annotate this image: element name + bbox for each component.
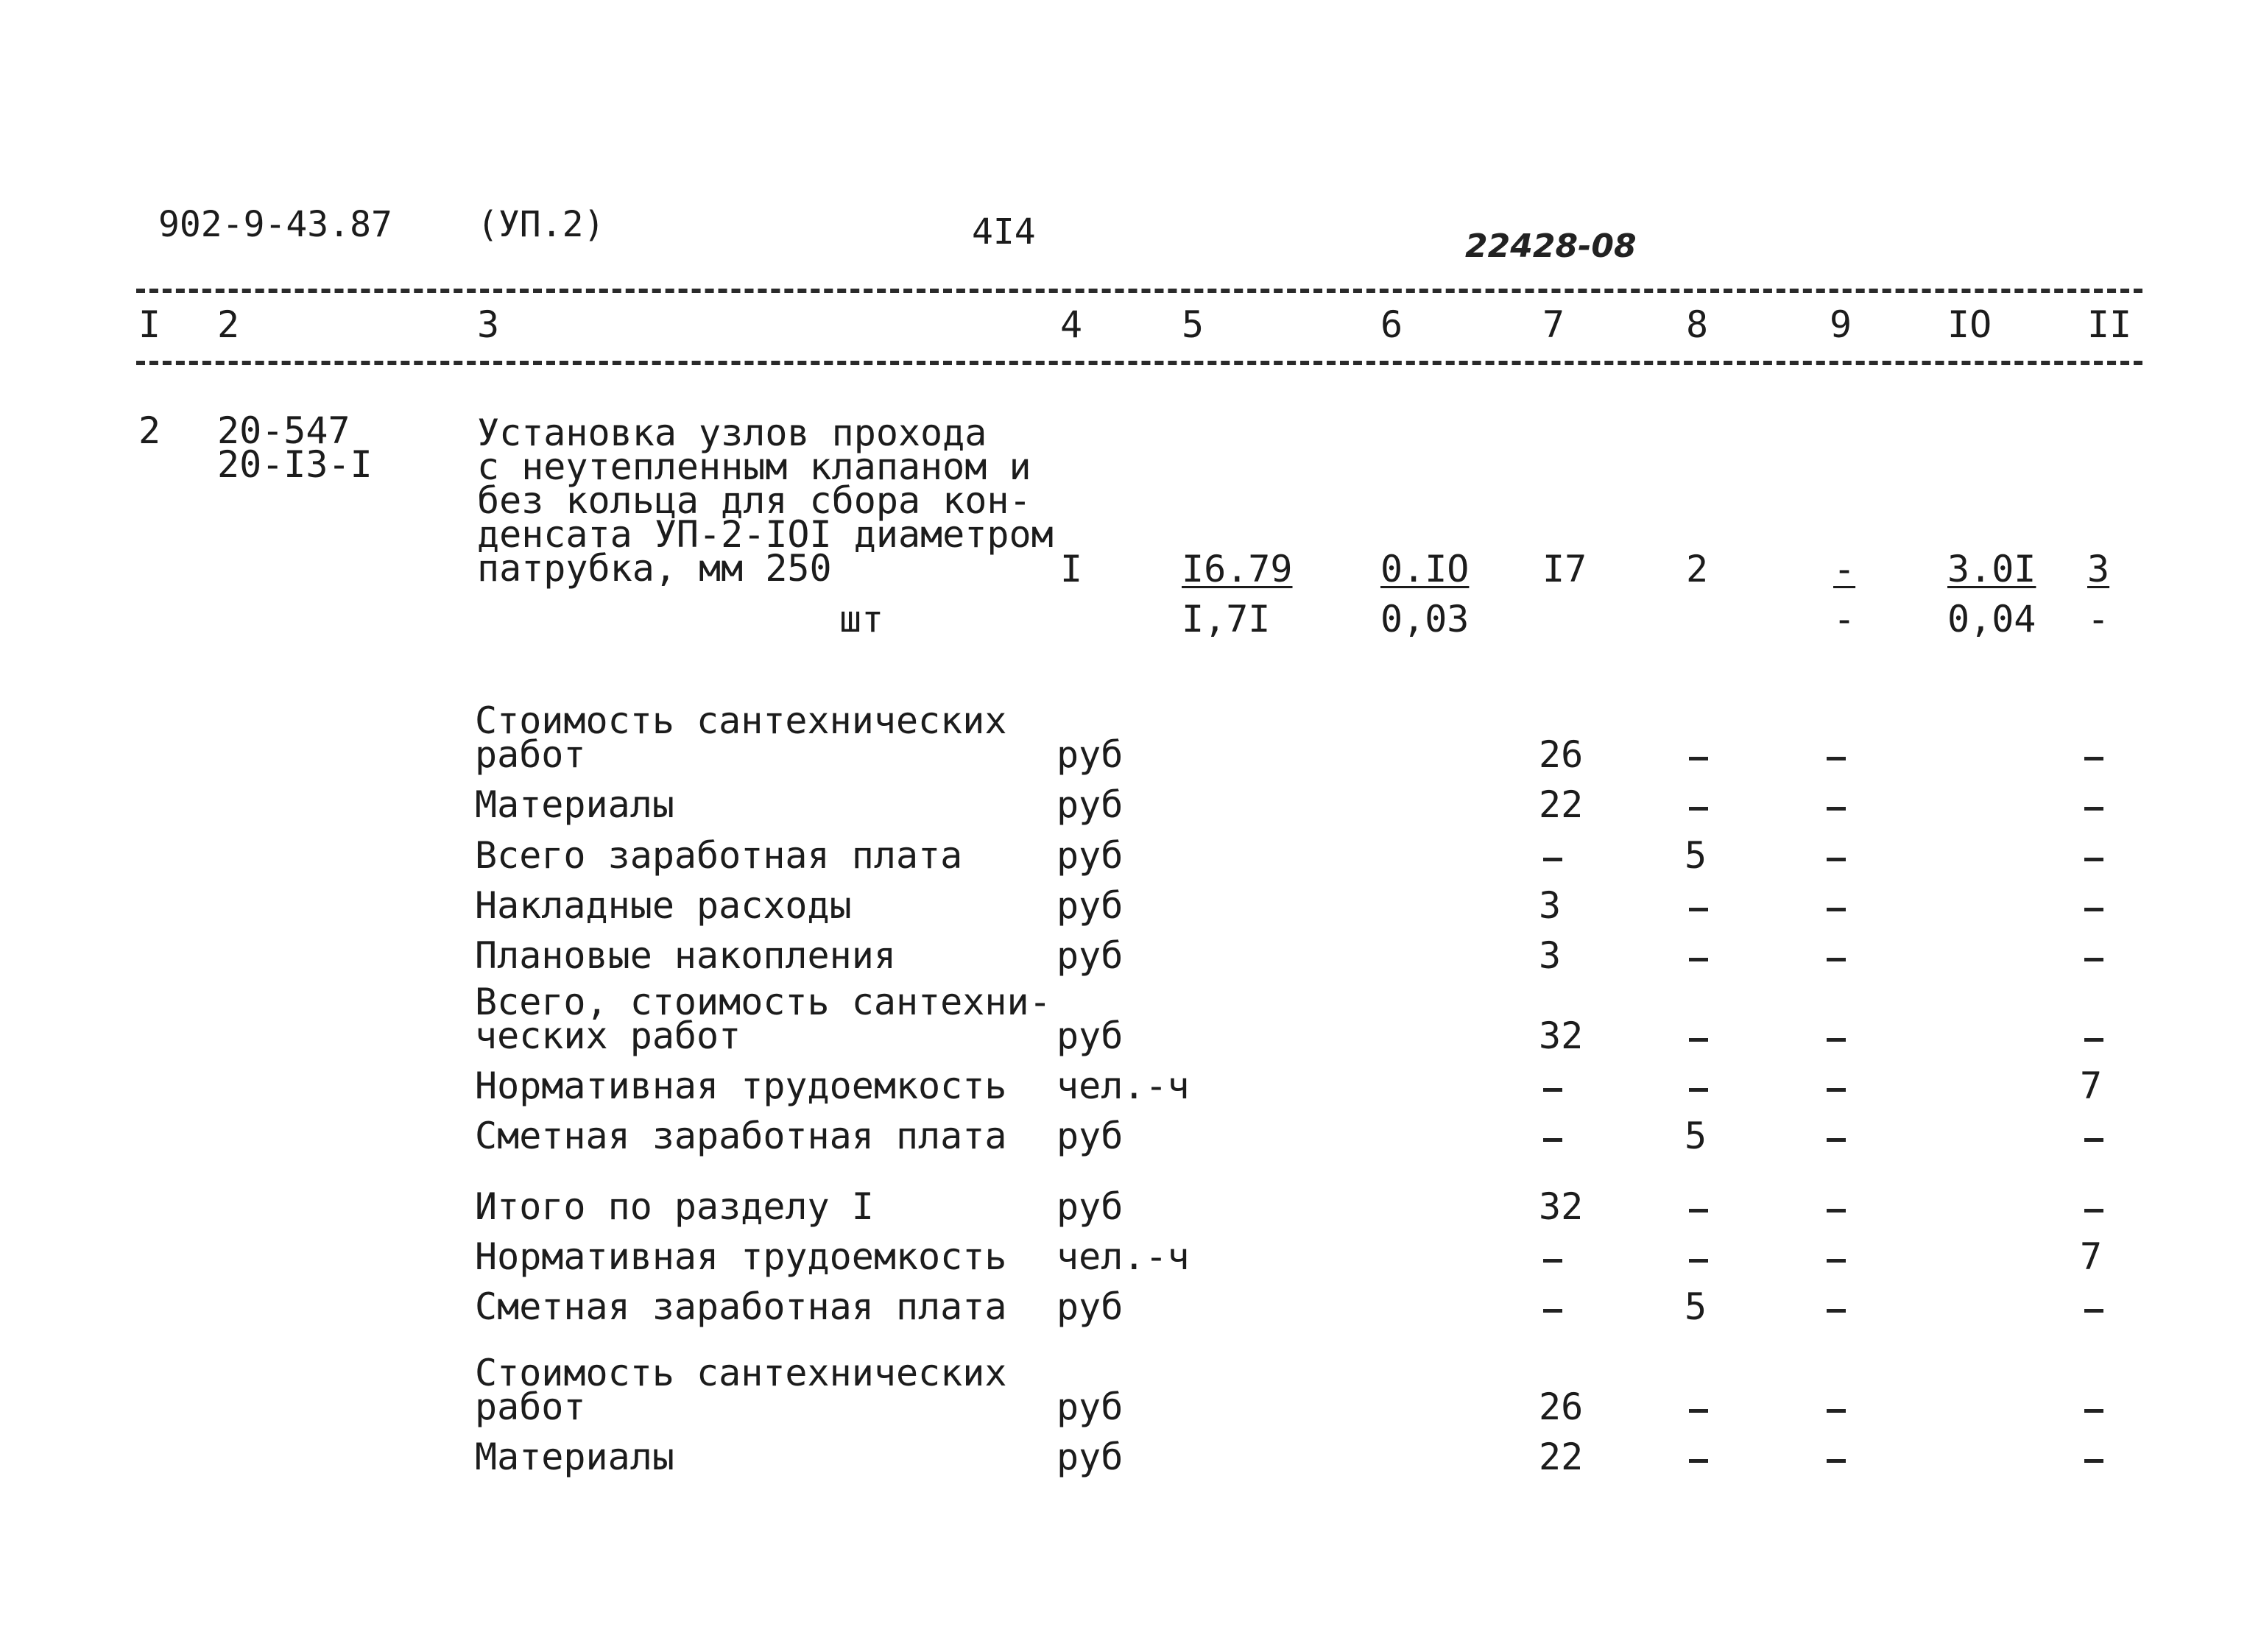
summary-row-col7: [1543, 1259, 1562, 1263]
summary-row-label: Сметная заработная плата: [475, 1285, 1007, 1328]
summary-row-label: Всего, стоимость сантехни-: [475, 981, 1051, 1023]
entry-col9-top: -: [1833, 548, 1856, 590]
summary-row-col11: 7: [2080, 1235, 2103, 1278]
summary-row-col7: 22: [1539, 783, 1584, 826]
summary-row-label: работ: [475, 733, 586, 776]
summary-row-col11: 7: [2080, 1065, 2103, 1107]
entry-col5-wage: I,7I: [1182, 598, 1271, 640]
entry-col7-value: I7: [1542, 548, 1587, 590]
summary-row-unit: руб: [1057, 1185, 1124, 1228]
summary-row-col11: [2084, 858, 2103, 861]
entry-description-line-1: Установка узлов прохода: [477, 412, 987, 454]
summary-row-col9: [1827, 757, 1846, 760]
entry-col11-top: 3: [2087, 548, 2110, 590]
column-number-5: 5: [1182, 303, 1204, 346]
summary-row-col8: [1689, 1409, 1708, 1413]
summary-row-col7: [1543, 1309, 1562, 1313]
entry-description-line-5: патрубка, мм 250: [477, 547, 832, 590]
summary-row-label: ческих работ: [475, 1014, 741, 1057]
summary-row-col9: [1827, 1038, 1846, 1042]
summary-row-col7: 3: [1539, 934, 1562, 977]
summary-row-unit: руб: [1057, 733, 1124, 776]
summary-row-col11: [2084, 1038, 2103, 1042]
summary-row-col8: [1689, 807, 1708, 811]
summary-row-col11: [2084, 958, 2103, 961]
summary-row-col11: [2084, 1209, 2103, 1212]
summary-row-col9: [1827, 1088, 1846, 1092]
summary-row-col8: [1689, 1259, 1708, 1263]
summary-row-col11: [2084, 1459, 2103, 1463]
entry-number: 2: [138, 409, 161, 452]
summary-row-col8: [1689, 1459, 1708, 1463]
album-reference: (УП.2): [477, 204, 605, 245]
summary-row-col11: [2084, 1409, 2103, 1413]
header-bottom-rule: [136, 361, 2142, 365]
summary-row-label: Стоимость сантехнических: [475, 699, 1007, 742]
entry-col6-wage: 0,03: [1380, 598, 1470, 640]
summary-row-label: Стоимость сантехнических: [475, 1352, 1007, 1394]
summary-row-col9: [1827, 1259, 1846, 1263]
summary-row-col8: 5: [1685, 834, 1707, 877]
summary-row-col7: 26: [1539, 733, 1584, 776]
summary-row-unit: руб: [1057, 934, 1124, 977]
summary-row-unit: руб: [1057, 1115, 1124, 1157]
summary-row-unit: чел.-ч: [1057, 1065, 1190, 1107]
summary-row-unit: руб: [1057, 1285, 1124, 1328]
entry-col6-total: 0.IO: [1380, 548, 1470, 590]
entry-col9-bottom: -: [1833, 598, 1856, 640]
summary-row-col8: [1689, 958, 1708, 961]
summary-row-col7: 26: [1539, 1386, 1584, 1428]
summary-row-col9: [1827, 1309, 1846, 1313]
column-number-6: 6: [1380, 303, 1403, 346]
summary-row-col8: [1689, 908, 1708, 911]
summary-row-label: Нормативная трудоемкость: [475, 1235, 1007, 1278]
summary-row-col9: [1827, 1209, 1846, 1212]
summary-row-unit: руб: [1057, 1436, 1124, 1478]
summary-row-col8: [1689, 1038, 1708, 1042]
entry-code-primary: 20-547: [217, 409, 350, 452]
summary-row-col8: 5: [1685, 1285, 1707, 1328]
summary-row-col7: [1543, 858, 1562, 861]
entry-col8-value: 2: [1686, 548, 1709, 590]
summary-row-col8: [1689, 1088, 1708, 1092]
table-top-rule: [136, 289, 2142, 293]
column-number-7: 7: [1542, 303, 1565, 346]
summary-row-col7: [1543, 1138, 1562, 1142]
summary-row-col7: 22: [1539, 1436, 1584, 1478]
summary-row-col11: [2084, 1138, 2103, 1142]
summary-row-col11: [2084, 757, 2103, 760]
summary-row-col11: [2084, 807, 2103, 811]
entry-col5-total: I6.79: [1182, 548, 1293, 590]
page-number: 4I4: [972, 211, 1036, 253]
summary-row-unit: чел.-ч: [1057, 1235, 1190, 1278]
summary-row-label: работ: [475, 1386, 586, 1428]
summary-row-label: Всего заработная плата: [475, 834, 963, 877]
entry-unit: шт: [839, 598, 884, 640]
column-number-8: 8: [1686, 303, 1709, 346]
summary-row-col7: 32: [1539, 1014, 1584, 1057]
summary-row-label: Итого по разделу I: [475, 1185, 874, 1228]
summary-row-col8: [1689, 1209, 1708, 1212]
summary-row-col9: [1827, 807, 1846, 811]
summary-row-label: Накладные расходы: [475, 884, 852, 927]
column-number-11: II: [2087, 303, 2132, 346]
summary-row-col8: 5: [1685, 1115, 1707, 1157]
entry-code-secondary: 20-I3-I: [217, 443, 373, 486]
summary-row-col11: [2084, 1309, 2103, 1313]
summary-row-unit: руб: [1057, 1386, 1124, 1428]
summary-row-col7: [1543, 1088, 1562, 1092]
summary-row-col9: [1827, 1409, 1846, 1413]
summary-row-col9: [1827, 1459, 1846, 1463]
entry-description-line-2: с неутепленным клапаном и: [477, 445, 1031, 488]
summary-row-unit: руб: [1057, 884, 1124, 927]
summary-row-col11: [2084, 908, 2103, 911]
entry-col10-total: 3.0I: [1947, 548, 2036, 590]
column-number-4: 4: [1060, 303, 1083, 346]
column-number-2: 2: [217, 303, 240, 346]
summary-row-unit: руб: [1057, 1014, 1124, 1057]
entry-description-line-3: без кольца для сбора кон-: [477, 479, 1031, 522]
summary-row-label: Нормативная трудоемкость: [475, 1065, 1007, 1107]
summary-row-label: Материалы: [475, 783, 674, 826]
document-code: 902-9-43.87: [158, 204, 392, 245]
summary-row-col8: [1689, 757, 1708, 760]
entry-description-line-4: денсата УП-2-IOI диаметром: [477, 513, 1054, 556]
summary-row-col9: [1827, 1138, 1846, 1142]
summary-row-label: Плановые накопления: [475, 934, 896, 977]
entry-col10-wage: 0,04: [1947, 598, 2036, 640]
summary-row-col9: [1827, 858, 1846, 861]
entry-col11-bottom: -: [2087, 598, 2110, 640]
summary-row-col9: [1827, 958, 1846, 961]
column-number-1: I: [138, 303, 161, 346]
entry-quantity: I: [1060, 548, 1083, 590]
summary-row-unit: руб: [1057, 834, 1124, 877]
summary-row-label: Сметная заработная плата: [475, 1115, 1007, 1157]
summary-row-col9: [1827, 908, 1846, 911]
summary-row-col7: 32: [1539, 1185, 1584, 1228]
summary-row-label: Материалы: [475, 1436, 674, 1478]
summary-row-unit: руб: [1057, 783, 1124, 826]
column-number-10: IO: [1947, 303, 1992, 346]
summary-row-col7: 3: [1539, 884, 1562, 927]
column-number-9: 9: [1830, 303, 1852, 346]
inventory-stamp: 22428-08: [1465, 227, 1637, 265]
column-number-3: 3: [477, 303, 500, 346]
